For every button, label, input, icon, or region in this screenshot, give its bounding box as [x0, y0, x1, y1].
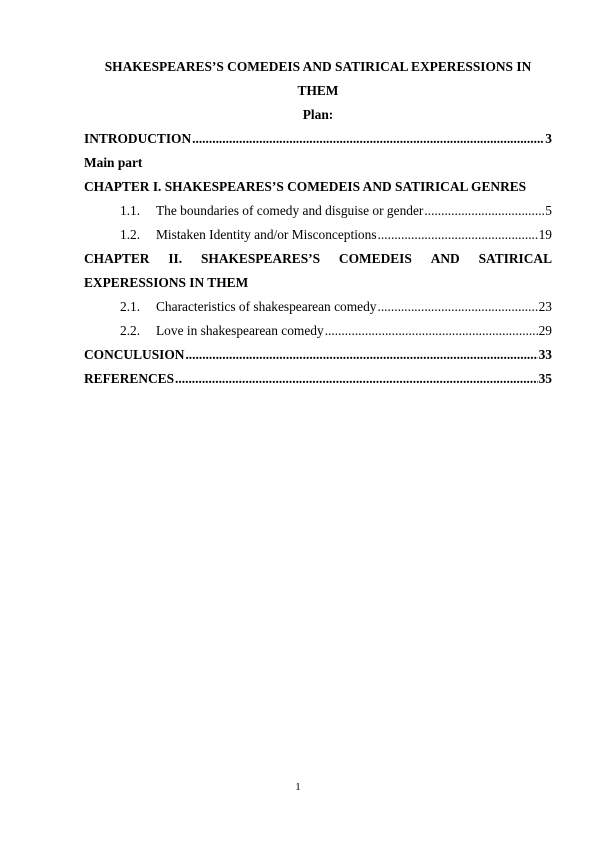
toc-section-number: 1.2.	[120, 227, 141, 242]
toc-entry-references[interactable]	[84, 367, 552, 391]
toc-section-title: Mistaken Identity and/or Misconceptions	[156, 227, 377, 242]
toc-section-title: Characteristics of shakespearean comedy	[156, 299, 377, 314]
toc-entry-section-2-2[interactable]	[120, 319, 552, 343]
toc-section-title: Love in shakespearean comedy	[156, 323, 324, 338]
chapter-2-word: SATIRICAL	[478, 251, 552, 266]
toc-leader-dots	[378, 223, 538, 247]
chapter-2-word: CHAPTER	[84, 251, 150, 266]
toc-leader-dots	[175, 367, 538, 391]
toc-leader-dots	[325, 319, 538, 343]
toc-page-number: 29	[538, 323, 552, 338]
plan-heading: Plan:	[302, 107, 334, 122]
chapter-2-word: AND	[430, 251, 460, 266]
toc-chapter-2-heading[interactable]	[84, 247, 552, 271]
toc-page-number: 3	[545, 131, 552, 146]
toc-entry-section-1-2[interactable]	[120, 223, 552, 247]
toc-chapter-1-heading[interactable]: CHAPTER I. SHAKESPEARES’S COMEDEIS AND SATIRICAL GENRES	[84, 179, 527, 194]
toc-entry-conclusion[interactable]	[84, 343, 552, 367]
toc-entry-label: CONCULUSION	[84, 347, 185, 362]
toc-page-number: 33	[538, 347, 552, 362]
toc-section-number: 2.1.	[120, 299, 141, 314]
toc-page-number: 19	[538, 227, 552, 242]
toc-section-number: 2.2.	[120, 323, 141, 338]
toc-leader-dots	[185, 343, 537, 367]
toc-page-number: 23	[538, 299, 552, 314]
toc-section-title: The boundaries of comedy and disguise or gender	[156, 203, 424, 218]
toc-leader-dots	[424, 199, 544, 223]
document-title-line-1: SHAKESPEARES’S COMEDEIS AND SATIRICAL EXPERESSIONS IN	[104, 59, 532, 74]
toc-leader-dots	[192, 127, 544, 151]
toc-entry-section-1-1[interactable]	[120, 199, 552, 223]
toc-entry-label: INTRODUCTION	[84, 131, 192, 146]
chapter-2-word: II.	[168, 251, 183, 266]
toc-chapter-2-heading-line-2[interactable]: EXPERESSIONS IN THEM	[84, 275, 249, 290]
document-title-line-2: THEM	[297, 83, 339, 98]
toc-entry-label	[120, 295, 376, 319]
toc-entry-introduction[interactable]	[84, 127, 552, 151]
page-number: 1	[295, 781, 301, 793]
toc-entry-section-2-1[interactable]	[120, 295, 552, 319]
toc-entry-label: REFERENCES	[84, 371, 175, 386]
chapter-2-word: COMEDEIS	[338, 251, 412, 266]
toc-page-number: 5	[545, 203, 552, 218]
toc-entry-label	[120, 199, 423, 223]
main-part-label: Main part	[84, 155, 143, 170]
toc-page-number: 35	[538, 371, 552, 386]
toc-leader-dots	[377, 295, 537, 319]
chapter-2-word: SHAKESPEARES’S	[200, 251, 321, 266]
toc-entry-label	[120, 319, 324, 343]
toc-section-number: 1.1.	[120, 203, 141, 218]
toc-entry-label	[120, 223, 377, 247]
